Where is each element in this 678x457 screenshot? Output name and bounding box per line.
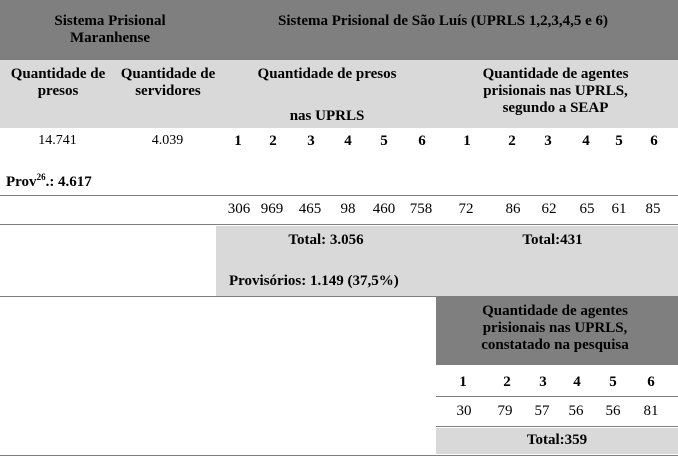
unit-number: 3 (544, 133, 552, 149)
unit-number: 5 (615, 133, 623, 149)
unit-number: 4 (344, 133, 352, 149)
unit-number: 3 (307, 133, 315, 149)
cell-qtd-servidores: 4.039 (151, 133, 184, 148)
pesquisa-value: 57 (534, 403, 550, 419)
pesquisa-unit-number: 2 (503, 374, 511, 390)
subheader-presos-uprls-line1: Quantidade de presos (257, 66, 397, 82)
subheader-agentes-seap: Quantidade de agentes prisionais nas UPRLS, segundo a SEAP (482, 66, 629, 116)
header-sistema-prisional-maranhense: Sistema Prisional Maranhense (54, 13, 166, 46)
unit-number: 1 (463, 133, 471, 149)
cell-presos-uprls: 758 (409, 201, 433, 217)
table-bottom-border (0, 455, 678, 456)
unit-number: 1 (234, 133, 242, 149)
unit-number: 6 (418, 133, 426, 149)
row-divider (0, 224, 678, 225)
row-divider (0, 195, 678, 196)
row-divider (436, 396, 678, 397)
subheader-presos-uprls-line2: nas UPRLS (289, 108, 365, 124)
pesquisa-value: 81 (643, 403, 659, 419)
unit-number: 2 (269, 133, 277, 149)
cell-presos-uprls: 460 (372, 201, 396, 217)
total-presos-uprls: Total: 3.056 (288, 232, 364, 248)
cell-presos-uprls: 969 (260, 201, 284, 217)
row-divider (436, 426, 678, 427)
subheader-quantidade-servidores: Quantidade de servidores (120, 66, 216, 99)
cell-presos-uprls: 465 (298, 201, 322, 217)
unit-number: 5 (380, 133, 388, 149)
pesquisa-unit-number: 1 (459, 374, 467, 390)
pesquisa-unit-number: 3 (539, 374, 547, 390)
cell-agentes-seap: 62 (541, 201, 557, 217)
unit-number: 4 (582, 133, 590, 149)
unit-number: 6 (650, 133, 658, 149)
cell-qtd-presos: 14.741 (38, 133, 77, 148)
cell-agentes-seap: 86 (505, 201, 521, 217)
pesquisa-value: 56 (568, 403, 584, 419)
provisorios-uprls: Provisórios: 1.149 (37,5%) (229, 273, 399, 289)
cell-agentes-seap: 85 (645, 201, 661, 217)
prov-value: .: 4.617 (45, 174, 92, 190)
pesquisa-total: Total:359 (526, 432, 588, 448)
unit-number: 2 (508, 133, 516, 149)
cell-provisorios-estado (6, 174, 206, 191)
cell-agentes-seap: 72 (458, 201, 474, 217)
cell-presos-uprls: 306 (227, 201, 251, 217)
prov-footnote: 26 (36, 172, 46, 182)
cell-agentes-seap: 65 (579, 201, 595, 217)
header-sistema-prisional-sao-luis: Sistema Prisional de São Luís (UPRLS 1,2,3,4,5 e 6) (277, 13, 608, 29)
pesquisa-unit-number: 4 (573, 374, 581, 390)
pesquisa-header-text: Quantidade de agentes prisionais nas UPRLS, constatado na pesquisa (481, 303, 629, 353)
pesquisa-unit-number: 6 (647, 374, 655, 390)
cell-presos-uprls: 98 (340, 201, 356, 217)
pesquisa-value: 56 (605, 403, 621, 419)
total-agentes-seap: Total:431 (522, 232, 583, 248)
pesquisa-unit-number: 5 (609, 374, 617, 390)
pesquisa-value: 79 (497, 403, 513, 419)
prov-label: Prov (6, 174, 37, 190)
pesquisa-value: 30 (456, 403, 472, 419)
cell-agentes-seap: 61 (611, 201, 627, 217)
subheader-quantidade-presos: Quantidade de presos (10, 66, 106, 99)
